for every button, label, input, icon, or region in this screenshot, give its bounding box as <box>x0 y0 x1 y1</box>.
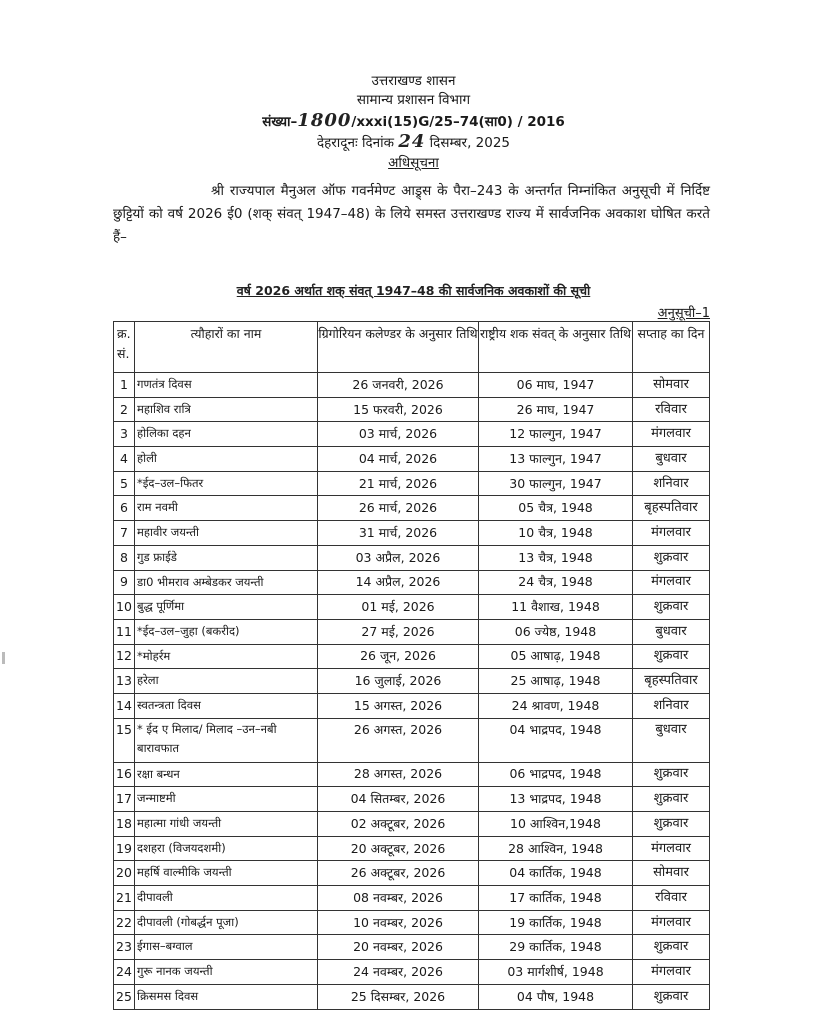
saka-date-cell: 29 कार्तिक, 1948 <box>479 935 633 960</box>
gregorian-date-cell: 27 मई, 2026 <box>318 619 479 644</box>
serial-cell: 11 <box>114 619 135 644</box>
saka-date-cell: 05 आषाढ़, 1948 <box>479 644 633 669</box>
holiday-name-cell: स्वतन्त्रता दिवस <box>135 693 318 718</box>
saka-date-cell: 13 चैत्र, 1948 <box>479 545 633 570</box>
serial-cell: 16 <box>114 762 135 787</box>
serial-cell: 24 <box>114 960 135 985</box>
saka-date-cell: 04 पौष, 1948 <box>479 984 633 1009</box>
place-date <box>0 133 827 152</box>
gregorian-date-cell: 26 अक्टूबर, 2026 <box>318 861 479 886</box>
table-row <box>114 397 710 422</box>
table-row <box>114 373 710 398</box>
table-row <box>114 422 710 447</box>
gregorian-date-cell: 04 मार्च, 2026 <box>318 447 479 472</box>
serial-cell: 8 <box>114 545 135 570</box>
saka-date-cell: 06 भाद्रपद, 1948 <box>479 762 633 787</box>
holiday-name-cell: दीपावली (गोबर्द्धन पूजा) <box>135 910 318 935</box>
serial-cell: 21 <box>114 886 135 911</box>
holiday-table <box>113 321 710 1010</box>
table-header-row <box>114 322 710 373</box>
saka-date-cell: 11 वैशाख, 1948 <box>479 595 633 620</box>
gregorian-date-cell: 08 नवम्बर, 2026 <box>318 886 479 911</box>
date-handwritten: 24 <box>398 131 426 152</box>
scan-mark <box>2 652 5 664</box>
weekday-cell: मंगलवार <box>633 910 710 935</box>
table-row <box>114 984 710 1009</box>
gregorian-date-cell: 24 नवम्बर, 2026 <box>318 960 479 985</box>
weekday-cell: शुक्रवार <box>633 984 710 1009</box>
government-name: उत्तराखण्ड शासन <box>371 73 456 89</box>
holiday-name-cell: * ईद ए मिलाद/ मिलाद –उन–नबी बारावफात <box>135 718 318 762</box>
holiday-name-cell: गुड फ्राईडे <box>135 545 318 570</box>
holiday-name-cell: महावीर जयन्ती <box>135 521 318 546</box>
table-row <box>114 521 710 546</box>
weekday-cell: बृहस्पतिवार <box>633 496 710 521</box>
gregorian-date-cell: 26 मार्च, 2026 <box>318 496 479 521</box>
notification-paragraph <box>113 180 710 249</box>
table-row <box>114 787 710 812</box>
table-row <box>114 619 710 644</box>
weekday-cell: शुक्रवार <box>633 644 710 669</box>
table-row <box>114 693 710 718</box>
weekday-cell: रविवार <box>633 397 710 422</box>
holiday-name-cell: बुद्ध पूर्णिमा <box>135 595 318 620</box>
saka-date-cell: 24 श्रावण, 1948 <box>479 693 633 718</box>
header-serial: क्र. सं. <box>114 322 135 373</box>
saka-date-cell: 06 ज्येष्ठ, 1948 <box>479 619 633 644</box>
holiday-name-cell: होली <box>135 447 318 472</box>
gregorian-date-cell: 20 अक्टूबर, 2026 <box>318 836 479 861</box>
weekday-cell: बुधवार <box>633 447 710 472</box>
weekday-cell: शुक्रवार <box>633 545 710 570</box>
weekday-cell: शुक्रवार <box>633 935 710 960</box>
header-name: त्यौहारों का नाम <box>135 322 318 373</box>
gregorian-date-cell: 26 जून, 2026 <box>318 644 479 669</box>
holiday-name-cell: रक्षा बन्धन <box>135 762 318 787</box>
weekday-cell: शुक्रवार <box>633 787 710 812</box>
gregorian-date-cell: 31 मार्च, 2026 <box>318 521 479 546</box>
schedule-label: अनुसूची–1 <box>657 306 710 321</box>
holiday-name-cell: क्रिसमस दिवस <box>135 984 318 1009</box>
saka-date-cell: 10 आश्विन,1948 <box>479 812 633 837</box>
weekday-cell: शुक्रवार <box>633 812 710 837</box>
saka-date-cell: 28 आश्विन, 1948 <box>479 836 633 861</box>
table-row <box>114 545 710 570</box>
saka-date-cell: 13 फाल्गुन, 1947 <box>479 447 633 472</box>
saka-date-cell: 10 चैत्र, 1948 <box>479 521 633 546</box>
saka-date-cell: 04 भाद्रपद, 1948 <box>479 718 633 762</box>
table-row <box>114 595 710 620</box>
gregorian-date-cell: 16 जुलाई, 2026 <box>318 669 479 694</box>
table-row <box>114 669 710 694</box>
gregorian-date-cell: 20 नवम्बर, 2026 <box>318 935 479 960</box>
weekday-cell: मंगलवार <box>633 422 710 447</box>
table-row <box>114 861 710 886</box>
saka-date-cell: 17 कार्तिक, 1948 <box>479 886 633 911</box>
reference-prefix: संख्या– <box>262 114 298 130</box>
weekday-cell: मंगलवार <box>633 836 710 861</box>
gregorian-date-cell: 26 अगस्त, 2026 <box>318 718 479 762</box>
holiday-name-cell: गुरू नानक जयन्ती <box>135 960 318 985</box>
gregorian-date-cell: 28 अगस्त, 2026 <box>318 762 479 787</box>
serial-cell: 2 <box>114 397 135 422</box>
holiday-name-cell: दशहरा (विजयदशमी) <box>135 836 318 861</box>
weekday-cell: मंगलवार <box>633 960 710 985</box>
weekday-cell: बुधवार <box>633 718 710 762</box>
table-row <box>114 762 710 787</box>
weekday-cell: बुधवार <box>633 619 710 644</box>
gregorian-date-cell: 01 मई, 2026 <box>318 595 479 620</box>
reference-number <box>0 112 827 131</box>
saka-date-cell: 12 फाल्गुन, 1947 <box>479 422 633 447</box>
gregorian-date-cell: 14 अप्रैल, 2026 <box>318 570 479 595</box>
gregorian-date-cell: 04 सितम्बर, 2026 <box>318 787 479 812</box>
table-row <box>114 718 710 762</box>
serial-cell: 9 <box>114 570 135 595</box>
table-row <box>114 644 710 669</box>
saka-date-cell: 26 माघ, 1947 <box>479 397 633 422</box>
header-weekday: सप्ताह का दिन <box>633 322 710 373</box>
header-gregorian: ग्रिगोरियन कलेण्डर के अनुसार तिथि <box>318 322 479 373</box>
serial-cell: 10 <box>114 595 135 620</box>
gregorian-date-cell: 03 मार्च, 2026 <box>318 422 479 447</box>
table-row <box>114 935 710 960</box>
table-row <box>114 496 710 521</box>
holiday-name-cell: महात्मा गांधी जयन्ती <box>135 812 318 837</box>
weekday-cell: शुक्रवार <box>633 595 710 620</box>
serial-cell: 18 <box>114 812 135 837</box>
holiday-name-cell: जन्माष्टमी <box>135 787 318 812</box>
serial-cell: 3 <box>114 422 135 447</box>
saka-date-cell: 24 चैत्र, 1948 <box>479 570 633 595</box>
serial-cell: 14 <box>114 693 135 718</box>
serial-cell: 1 <box>114 373 135 398</box>
holiday-name-cell: डा0 भीमराव अम्बेडकर जयन्ती <box>135 570 318 595</box>
serial-cell: 15 <box>114 718 135 762</box>
serial-cell: 22 <box>114 910 135 935</box>
holiday-name-cell: गणतंत्र दिवस <box>135 373 318 398</box>
holiday-name-cell: राम नवमी <box>135 496 318 521</box>
department-name: सामान्य प्रशासन विभाग <box>356 92 471 108</box>
table-row <box>114 812 710 837</box>
holiday-name-cell: *ईद–उल–फितर <box>135 471 318 496</box>
reference-suffix: /xxxi(15)G/25–74(सा0) / 2016 <box>351 114 565 130</box>
serial-cell: 12 <box>114 644 135 669</box>
list-title: वर्ष 2026 अर्थात शक् संवत् 1947–48 की सार्वजनिक अवकाशों की सूची <box>236 283 591 298</box>
table-row <box>114 910 710 935</box>
place-date-suffix: दिसम्बर, 2025 <box>429 135 511 151</box>
serial-cell: 13 <box>114 669 135 694</box>
weekday-cell: मंगलवार <box>633 521 710 546</box>
holiday-name-cell: होलिका दहन <box>135 422 318 447</box>
holiday-name-cell: महर्षि वाल्मीकि जयन्ती <box>135 861 318 886</box>
weekday-cell: शनिवार <box>633 693 710 718</box>
weekday-cell: बृहस्पतिवार <box>633 669 710 694</box>
holiday-name-cell: *मोहर्रम <box>135 644 318 669</box>
saka-date-cell: 04 कार्तिक, 1948 <box>479 861 633 886</box>
serial-cell: 6 <box>114 496 135 521</box>
weekday-cell: सोमवार <box>633 861 710 886</box>
saka-date-cell: 13 भाद्रपद, 1948 <box>479 787 633 812</box>
serial-cell: 25 <box>114 984 135 1009</box>
weekday-cell: सोमवार <box>633 373 710 398</box>
table-row <box>114 886 710 911</box>
gregorian-date-cell: 21 मार्च, 2026 <box>318 471 479 496</box>
holiday-name-cell: हरेला <box>135 669 318 694</box>
serial-cell: 4 <box>114 447 135 472</box>
gregorian-date-cell: 10 नवम्बर, 2026 <box>318 910 479 935</box>
header-saka: राष्ट्रीय शक संवत् के अनुसार तिथि <box>479 322 633 373</box>
weekday-cell: रविवार <box>633 886 710 911</box>
gregorian-date-cell: 26 जनवरी, 2026 <box>318 373 479 398</box>
serial-cell: 20 <box>114 861 135 886</box>
weekday-cell: शनिवार <box>633 471 710 496</box>
gregorian-date-cell: 03 अप्रैल, 2026 <box>318 545 479 570</box>
holiday-name-cell: महाशिव रात्रि <box>135 397 318 422</box>
holiday-name-cell: *ईद–उल–जुहा (बकरीद) <box>135 619 318 644</box>
gregorian-date-cell: 02 अक्टूबर, 2026 <box>318 812 479 837</box>
holiday-name-cell: ईगास–बग्वाल <box>135 935 318 960</box>
serial-cell: 23 <box>114 935 135 960</box>
table-row <box>114 836 710 861</box>
notification-label: अधिसूचना <box>388 155 439 171</box>
serial-cell: 7 <box>114 521 135 546</box>
serial-cell: 5 <box>114 471 135 496</box>
table-row <box>114 447 710 472</box>
saka-date-cell: 25 आषाढ़, 1948 <box>479 669 633 694</box>
table-row <box>114 471 710 496</box>
gregorian-date-cell: 25 दिसम्बर, 2026 <box>318 984 479 1009</box>
reference-handwritten: 1800 <box>297 110 352 131</box>
serial-cell: 17 <box>114 787 135 812</box>
gregorian-date-cell: 15 अगस्त, 2026 <box>318 693 479 718</box>
saka-date-cell: 30 फाल्गुन, 1947 <box>479 471 633 496</box>
table-row <box>114 960 710 985</box>
weekday-cell: मंगलवार <box>633 570 710 595</box>
saka-date-cell: 19 कार्तिक, 1948 <box>479 910 633 935</box>
place-date-prefix: देहरादूनः दिनांक <box>316 135 395 151</box>
weekday-cell: शुक्रवार <box>633 762 710 787</box>
saka-date-cell: 03 मार्गशीर्ष, 1948 <box>479 960 633 985</box>
gregorian-date-cell: 15 फरवरी, 2026 <box>318 397 479 422</box>
saka-date-cell: 06 माघ, 1947 <box>479 373 633 398</box>
holiday-name-cell: दीपावली <box>135 886 318 911</box>
serial-cell: 19 <box>114 836 135 861</box>
saka-date-cell: 05 चैत्र, 1948 <box>479 496 633 521</box>
paragraph-text: श्री राज्यपाल मैनुअल ऑफ गवर्नमेण्ट आड्र्स के पैरा–243 के अन्तर्गत निम्नांकित अनुसूची में निर्दिष्ट छुट्टियों को वर्ष 2026 ई0 (शक् संवत् 1947–48) के लिये समस्त उत्तराखण्ड राज्य में सार्वजनिक अवकाश घोषित करते हैं– <box>113 183 710 245</box>
table-row <box>114 570 710 595</box>
